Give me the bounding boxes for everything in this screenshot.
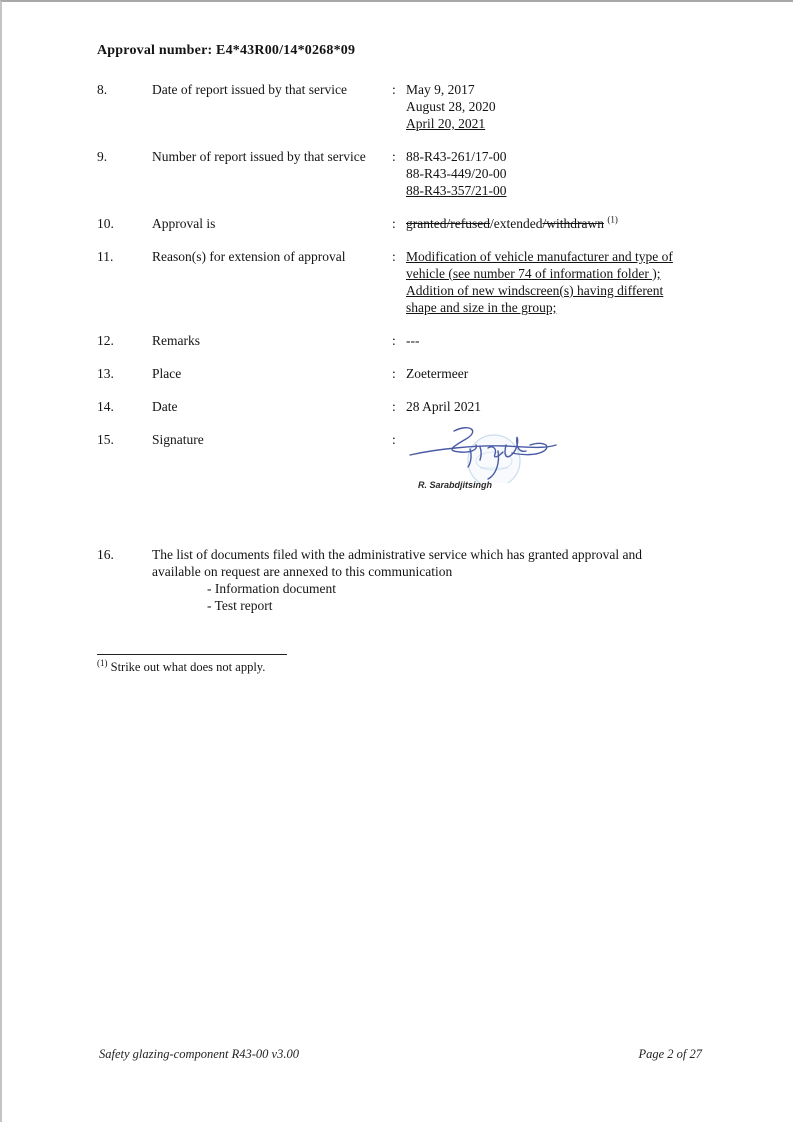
item-number: 8. [97,82,108,97]
footnote-reference: (1) [607,214,618,225]
item-label: Number of report issued by that service [152,149,366,164]
date-value: 28 April 2021 [406,399,482,414]
item-11-extension-reasons [97,248,703,316]
item-number: 13. [97,366,114,381]
document-content [2,2,793,676]
footer-document-title: Safety glazing-component R43-00 v3.00 [99,1047,299,1061]
document-list-intro: The list of documents filed with the administrative service which has granted approval and available on request are annexed to this communication [152,547,642,579]
report-date-2: August 28, 2020 [406,99,496,114]
footnote-divider [97,654,287,655]
item-15-signature [97,431,703,494]
item-number: 14. [97,399,114,414]
item-8-date-of-report [97,81,703,132]
struck-granted-refused: granted/refused [406,216,490,231]
signature-scribble-icon [406,421,566,483]
report-date-1: May 9, 2017 [406,82,475,97]
reason-line-3: Addition of new windscreen(s) having different [406,283,664,298]
item-9-number-of-report [97,148,703,199]
item-label: Signature [152,432,204,447]
colon-separator: : [392,399,396,414]
footnote-marker: (1) [97,657,108,668]
item-number: 9. [97,149,108,164]
extended-option: /extended [489,216,543,231]
struck-withdrawn: /withdrawn [542,216,604,231]
colon-separator: : [392,216,396,231]
colon-separator: : [392,82,396,97]
item-14-date [97,398,703,415]
signatory-name: R. Sarabdjitsingh [418,480,493,490]
item-12-remarks [97,332,703,349]
approval-status-value [406,215,703,232]
colon-separator: : [392,366,396,381]
approval-number-heading: Approval number: E4*43R00/14*0268*09 [97,43,356,58]
annexed-document-1: - Information document [207,581,336,596]
item-value [406,81,703,132]
item-number: 10. [97,216,114,231]
annexed-documents [207,580,692,614]
page-footer [99,1046,702,1063]
reason-line-2: vehicle (see number 74 of information folder ); [406,266,661,281]
item-number: 15. [97,432,114,447]
colon-separator: : [392,149,396,164]
item-10-approval-is [97,215,703,232]
reason-line-4: shape and size in the group; [406,300,557,315]
item-label: Place [152,366,182,381]
report-number-2: 88-R43-449/20-00 [406,166,507,181]
signature-image [406,421,703,494]
document-list-text [152,546,692,614]
remarks-value: --- [406,333,420,348]
item-value [406,148,703,199]
item-number: 16. [97,547,114,562]
footnote-body: Strike out what does not apply. [107,660,266,674]
item-label: Remarks [152,333,200,348]
item-16-document-list [97,546,703,614]
signature-area [406,431,703,494]
item-number: 12. [97,333,114,348]
footer-page-number: Page 2 of 27 [638,1047,702,1061]
colon-separator: : [392,249,396,264]
reason-line-1: Modification of vehicle manufacturer and type of [406,249,673,264]
colon-separator: : [392,333,396,348]
footnote-text [97,659,703,676]
report-date-3: April 20, 2021 [406,116,486,131]
extension-reason-text [406,248,703,316]
colon-separator: : [392,432,396,447]
item-number: 11. [97,249,114,264]
item-label: Date [152,399,178,414]
report-number-1: 88-R43-261/17-00 [406,149,507,164]
footnote-section [97,654,703,676]
item-label: Date of report issued by that service [152,82,347,97]
item-label: Reason(s) for extension of approval [152,249,346,264]
item-label: Approval is [152,216,216,231]
report-number-3: 88-R43-357/21-00 [406,183,507,198]
item-13-place [97,365,703,382]
annexed-document-2: - Test report [207,598,273,613]
place-value: Zoetermeer [406,366,469,381]
